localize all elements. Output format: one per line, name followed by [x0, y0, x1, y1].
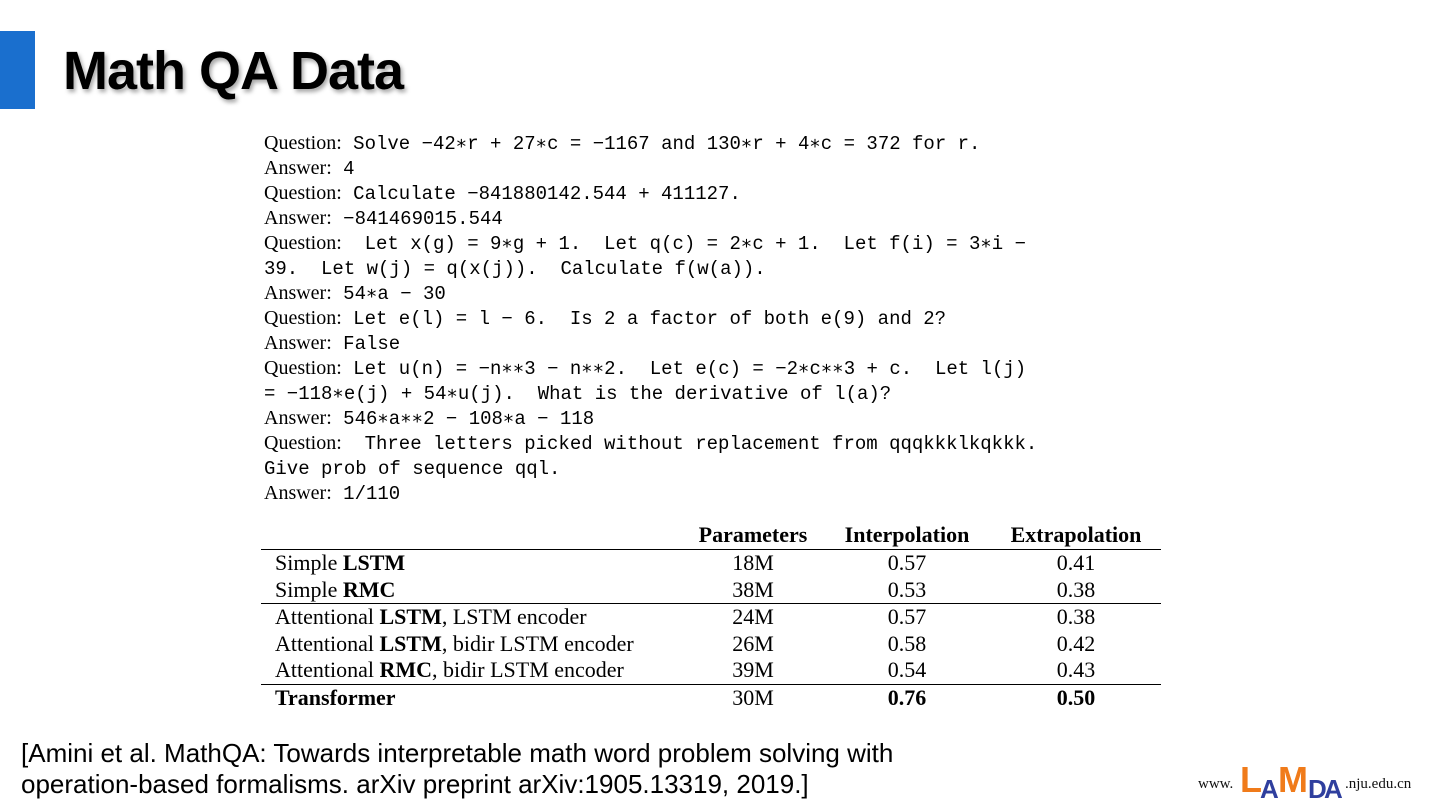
cell-extrapolation: 0.43: [1056, 657, 1096, 683]
model-name-part: LSTM: [379, 630, 442, 656]
cell-parameters: 24M: [683, 604, 823, 631]
cell-extrapolation: 0.50: [991, 684, 1161, 711]
logo-suffix: .nju.edu.cn: [1345, 776, 1412, 792]
qa-line: [264, 231, 1184, 256]
title-accent-bar: [0, 31, 35, 109]
qa-line: [264, 256, 1184, 281]
citation-line-2: operation-based formalisms. arXiv preprint arXiv:1905.13319, 2019.]: [21, 769, 809, 799]
model-name-part: Transformer: [275, 684, 396, 710]
cell-interpolation: 0.53: [887, 576, 927, 602]
cell-parameters: 38M: [732, 576, 774, 602]
results-body: [261, 550, 1161, 712]
cell-extrapolation: 0.38: [1056, 576, 1096, 602]
header-model: [261, 521, 683, 550]
qa-text: Solve −42∗r + 27∗c = −1167 and 130∗r + 4∗c = 372 for r.: [341, 133, 981, 155]
table-row: [261, 604, 1161, 631]
cell-model: [261, 684, 683, 711]
model-name-part: RMC: [379, 657, 433, 683]
cell-parameters: 18M: [683, 550, 823, 577]
cell-extrapolation: 0.41: [991, 550, 1161, 577]
table-row: [261, 657, 1161, 684]
slide-title: Math QA Data: [63, 41, 404, 101]
qa-label: Question:: [264, 132, 342, 154]
cell-model: [261, 550, 683, 577]
cell-extrapolation: 0.42: [1056, 630, 1096, 656]
qa-text: 546∗a∗∗2 − 108∗a − 118: [331, 408, 595, 430]
qa-label: Question:: [264, 357, 342, 379]
qa-label: Answer:: [264, 482, 332, 504]
qa-text: Let u(n) = −n∗∗3 − n∗∗2. Let e(c) = −2∗c∗∗3 + c. Let l(j): [341, 358, 1027, 380]
header-extrapolation: Extrapolation: [1010, 522, 1142, 547]
model-name-part: RMC: [342, 576, 396, 602]
qa-label: Answer:: [264, 282, 332, 304]
qa-label: Answer:: [264, 157, 332, 179]
model-name-part: LSTM: [342, 550, 406, 576]
cell-interpolation: 0.58: [887, 630, 927, 656]
logo-prefix: www.: [1198, 776, 1234, 792]
results-table-container: [261, 521, 1161, 711]
qa-label: Question:: [264, 307, 342, 329]
qa-line: [264, 456, 1184, 481]
header-parameters: Parameters: [698, 522, 808, 547]
qa-text: False: [331, 333, 401, 355]
qa-text: 39. Let w(j) = q(x(j)). Calculate f(w(a)).: [264, 258, 766, 280]
logo-letter-a2: A: [1324, 774, 1343, 800]
logo-letter-a1: A: [1260, 774, 1279, 800]
lamda-logo: [1198, 760, 1423, 800]
model-name-part: Attentional: [275, 657, 380, 683]
cell-model: [261, 604, 683, 631]
model-name-part: Attentional: [275, 604, 380, 630]
qa-line: [264, 381, 1184, 406]
qa-line: [264, 181, 1184, 206]
table-row: [261, 684, 1161, 711]
qa-label: Question:: [264, 182, 342, 204]
qa-line: [264, 331, 1184, 356]
table-row: [261, 550, 1161, 577]
qa-label: Answer:: [264, 407, 332, 429]
qa-label: Answer:: [264, 207, 332, 229]
results-table: [261, 521, 1161, 711]
qa-text: Three letters picked without replacement from qqqkkklkqkkk.: [341, 433, 1038, 455]
citation: [21, 738, 893, 800]
citation-line-1: [Amini et al. MathQA: Towards interpretable math word problem solving with: [21, 738, 894, 768]
logo-letter-l: L: [1240, 760, 1262, 800]
qa-line: [264, 156, 1184, 181]
cell-interpolation: 0.76: [823, 684, 991, 711]
cell-model: [261, 657, 683, 684]
model-name-part: , LSTM encoder: [441, 604, 587, 630]
model-name-part: LSTM: [379, 604, 442, 630]
qa-line: [264, 356, 1184, 381]
table-row: [261, 631, 1161, 658]
cell-interpolation: 0.54: [887, 657, 927, 683]
table-row: [261, 577, 1161, 604]
qa-line: [264, 281, 1184, 306]
qa-label: Question:: [264, 232, 342, 254]
qa-text: 54∗a − 30: [331, 283, 446, 305]
cell-parameters: 39M: [732, 657, 774, 683]
qa-text: = −118∗e(j) + 54∗u(j). What is the derivative of l(a)?: [264, 383, 892, 405]
model-name-part: Simple: [275, 576, 343, 602]
qa-text: 1/110: [331, 483, 401, 505]
model-name-part: Attentional: [275, 630, 380, 656]
lamda-logo-mark: [1240, 760, 1344, 800]
qa-text: 4: [331, 158, 355, 180]
qa-label: Question:: [264, 432, 342, 454]
model-name-part: , bidir LSTM encoder: [432, 657, 624, 683]
cell-interpolation: 0.57: [823, 550, 991, 577]
qa-line: [264, 431, 1184, 456]
qa-line: [264, 131, 1184, 156]
qa-line: [264, 206, 1184, 231]
qa-line: [264, 481, 1184, 506]
cell-parameters: 26M: [732, 630, 774, 656]
cell-extrapolation: 0.38: [991, 604, 1161, 631]
logo-letter-d: D: [1308, 774, 1327, 800]
logo-letter-m: M: [1278, 760, 1308, 800]
qa-text: Calculate −841880142.544 + 411127.: [341, 183, 741, 205]
model-name-part: , bidir LSTM encoder: [441, 630, 634, 656]
cell-interpolation: 0.57: [823, 604, 991, 631]
cell-model: [261, 577, 683, 604]
qa-label: Answer:: [264, 332, 332, 354]
model-name-part: Simple: [275, 550, 343, 576]
qa-line: [264, 306, 1184, 331]
qa-line: [264, 406, 1184, 431]
header-interpolation: Interpolation: [844, 522, 970, 547]
qa-text: Let e(l) = l − 6. Is 2 a factor of both e(9) and 2?: [341, 308, 947, 330]
qa-text: −841469015.544: [331, 208, 503, 230]
qa-examples: [264, 131, 1184, 506]
qa-text: Let x(g) = 9∗g + 1. Let q(c) = 2∗c + 1. Let f(i) = 3∗i −: [341, 233, 1027, 255]
results-header-row: [261, 521, 1161, 550]
cell-parameters: 30M: [683, 684, 823, 711]
cell-model: [261, 631, 683, 658]
qa-text: Give prob of sequence qql.: [264, 458, 561, 480]
